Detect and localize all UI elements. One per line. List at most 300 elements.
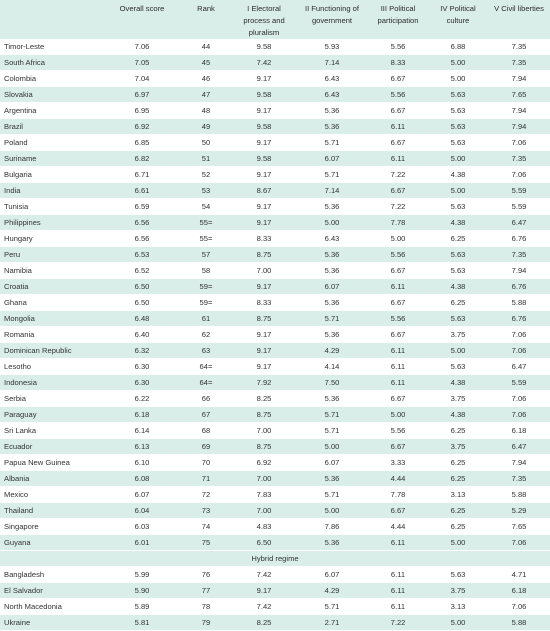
value-cell: 6.67 — [368, 103, 428, 119]
value-cell: 7.42 — [232, 55, 296, 71]
value-cell: 5.88 — [488, 487, 550, 503]
header-line: III Political — [380, 4, 416, 13]
value-cell: 7.06 — [488, 599, 550, 615]
value-cell: 7.06 — [488, 327, 550, 343]
value-cell: 5.36 — [296, 119, 368, 135]
value-cell: 8.75 — [232, 407, 296, 423]
header-line: I Electoral — [247, 4, 281, 13]
header-functioning-of-government — [296, 0, 368, 42]
value-cell: 64= — [180, 359, 232, 375]
value-cell: 7.04 — [104, 71, 180, 87]
value-cell: 6.18 — [488, 423, 550, 439]
table-row — [0, 247, 550, 263]
value-cell: 9.17 — [232, 135, 296, 151]
value-cell: 48 — [180, 103, 232, 119]
value-cell: 3.13 — [428, 487, 488, 503]
value-cell: 9.58 — [232, 39, 296, 55]
value-cell: 9.17 — [232, 359, 296, 375]
value-cell: 5.00 — [428, 151, 488, 167]
value-cell: 5.36 — [296, 295, 368, 311]
value-cell: 5.36 — [296, 199, 368, 215]
value-cell: 7.05 — [104, 55, 180, 71]
value-cell: 6.13 — [104, 439, 180, 455]
country-cell: Bulgaria — [0, 167, 104, 183]
hybrid-regime-row — [0, 551, 550, 567]
value-cell: 64= — [180, 375, 232, 391]
table-row — [0, 119, 550, 135]
table-row — [0, 343, 550, 359]
value-cell: 4.38 — [428, 279, 488, 295]
value-cell: 7.00 — [232, 471, 296, 487]
country-cell: Guyana — [0, 535, 104, 551]
value-cell: 6.97 — [104, 87, 180, 103]
country-cell: Namibia — [0, 263, 104, 279]
value-cell: 71 — [180, 471, 232, 487]
value-cell: 6.11 — [368, 119, 428, 135]
value-cell: 5.71 — [296, 487, 368, 503]
value-cell: 9.58 — [232, 151, 296, 167]
table-row — [0, 599, 550, 615]
value-cell: 7.35 — [488, 471, 550, 487]
value-cell: 8.25 — [232, 615, 296, 631]
value-cell: 4.71 — [488, 567, 550, 583]
value-cell: 52 — [180, 167, 232, 183]
value-cell: 59= — [180, 279, 232, 295]
value-cell: 6.07 — [104, 487, 180, 503]
value-cell: 6.25 — [428, 503, 488, 519]
country-cell: North Macedonia — [0, 599, 104, 615]
value-cell: 8.25 — [232, 391, 296, 407]
value-cell: 7.78 — [368, 487, 428, 503]
value-cell: 6.40 — [104, 327, 180, 343]
value-cell: 5.63 — [428, 359, 488, 375]
country-cell: Indonesia — [0, 375, 104, 391]
value-cell: 47 — [180, 87, 232, 103]
value-cell: 53 — [180, 183, 232, 199]
table-row — [0, 167, 550, 183]
value-cell: 7.94 — [488, 103, 550, 119]
value-cell: 6.25 — [428, 423, 488, 439]
value-cell: 8.75 — [232, 311, 296, 327]
value-cell: 7.65 — [488, 87, 550, 103]
value-cell: 78 — [180, 599, 232, 615]
value-cell: 6.43 — [296, 71, 368, 87]
table-row — [0, 279, 550, 295]
value-cell: 6.48 — [104, 311, 180, 327]
value-cell: 6.11 — [368, 583, 428, 599]
table-body — [0, 39, 550, 631]
country-cell: Peru — [0, 247, 104, 263]
value-cell: 6.11 — [368, 359, 428, 375]
value-cell: 4.29 — [296, 583, 368, 599]
header-electoral-process — [232, 0, 296, 42]
value-cell: 6.04 — [104, 503, 180, 519]
value-cell: 5.81 — [104, 615, 180, 631]
value-cell: 5.00 — [428, 71, 488, 87]
value-cell: 5.63 — [428, 87, 488, 103]
value-cell: 5.59 — [488, 375, 550, 391]
value-cell: 6.59 — [104, 199, 180, 215]
value-cell: 5.99 — [104, 567, 180, 583]
table-row — [0, 55, 550, 71]
value-cell: 6.56 — [104, 231, 180, 247]
country-cell: Slovakia — [0, 87, 104, 103]
value-cell: 6.61 — [104, 183, 180, 199]
value-cell: 44 — [180, 39, 232, 55]
country-cell: Poland — [0, 135, 104, 151]
header-rank: Rank — [197, 4, 215, 13]
value-cell: 3.75 — [428, 583, 488, 599]
value-cell: 6.67 — [368, 135, 428, 151]
country-cell: Dominican Republic — [0, 343, 104, 359]
header-line: culture — [446, 16, 470, 25]
value-cell: 7.42 — [232, 599, 296, 615]
country-cell: Brazil — [0, 119, 104, 135]
value-cell: 6.14 — [104, 423, 180, 439]
value-cell: 6.85 — [104, 135, 180, 151]
value-cell: 6.11 — [368, 535, 428, 551]
value-cell: 66 — [180, 391, 232, 407]
table-row — [0, 375, 550, 391]
value-cell: 5.71 — [296, 423, 368, 439]
value-cell: 9.17 — [232, 215, 296, 231]
value-cell: 59= — [180, 295, 232, 311]
value-cell: 6.47 — [488, 215, 550, 231]
value-cell: 69 — [180, 439, 232, 455]
value-cell: 63 — [180, 343, 232, 359]
table-row — [0, 183, 550, 199]
value-cell: 45 — [180, 55, 232, 71]
value-cell: 9.17 — [232, 167, 296, 183]
value-cell: 3.75 — [428, 327, 488, 343]
value-cell: 5.36 — [296, 471, 368, 487]
value-cell: 6.10 — [104, 455, 180, 471]
table-row — [0, 583, 550, 599]
value-cell: 3.33 — [368, 455, 428, 471]
value-cell: 50 — [180, 135, 232, 151]
value-cell: 6.22 — [104, 391, 180, 407]
header-line: government — [311, 16, 353, 25]
value-cell: 5.89 — [104, 599, 180, 615]
country-cell: Colombia — [0, 71, 104, 87]
value-cell: 5.71 — [296, 599, 368, 615]
value-cell: 3.75 — [428, 439, 488, 455]
table-row — [0, 135, 550, 151]
value-cell: 7.83 — [232, 487, 296, 503]
value-cell: 3.75 — [428, 391, 488, 407]
value-cell: 9.17 — [232, 279, 296, 295]
value-cell: 5.36 — [296, 391, 368, 407]
country-cell: Albania — [0, 471, 104, 487]
value-cell: 6.25 — [428, 455, 488, 471]
table-row — [0, 519, 550, 535]
value-cell: 6.67 — [368, 263, 428, 279]
value-cell: 6.88 — [428, 39, 488, 55]
value-cell: 5.36 — [296, 263, 368, 279]
value-cell: 9.17 — [232, 343, 296, 359]
value-cell: 4.83 — [232, 519, 296, 535]
value-cell: 6.67 — [368, 295, 428, 311]
country-cell: India — [0, 183, 104, 199]
value-cell: 6.53 — [104, 247, 180, 263]
value-cell: 7.06 — [488, 167, 550, 183]
value-cell: 73 — [180, 503, 232, 519]
table-row — [0, 311, 550, 327]
value-cell: 9.17 — [232, 71, 296, 87]
table-row — [0, 295, 550, 311]
country-cell: Hungary — [0, 231, 104, 247]
value-cell: 8.75 — [232, 247, 296, 263]
value-cell: 57 — [180, 247, 232, 263]
country-cell: Tunisia — [0, 199, 104, 215]
value-cell: 6.67 — [368, 71, 428, 87]
value-cell: 6.01 — [104, 535, 180, 551]
value-cell: 9.58 — [232, 119, 296, 135]
country-cell: Suriname — [0, 151, 104, 167]
country-cell: Paraguay — [0, 407, 104, 423]
value-cell: 6.76 — [488, 279, 550, 295]
value-cell: 6.67 — [368, 327, 428, 343]
value-cell: 5.00 — [368, 407, 428, 423]
value-cell: 75 — [180, 535, 232, 551]
value-cell: 5.00 — [296, 439, 368, 455]
value-cell: 5.00 — [368, 231, 428, 247]
country-cell: Ghana — [0, 295, 104, 311]
value-cell: 5.56 — [368, 311, 428, 327]
table-row — [0, 471, 550, 487]
value-cell: 79 — [180, 615, 232, 631]
table-row — [0, 503, 550, 519]
value-cell: 5.63 — [428, 263, 488, 279]
value-cell: 5.93 — [296, 39, 368, 55]
country-cell: Bangladesh — [0, 567, 104, 583]
value-cell: 6.07 — [296, 279, 368, 295]
table-row — [0, 103, 550, 119]
value-cell: 8.75 — [232, 439, 296, 455]
value-cell: 5.00 — [428, 615, 488, 631]
value-cell: 7.94 — [488, 455, 550, 471]
value-cell: 7.94 — [488, 263, 550, 279]
value-cell: 6.76 — [488, 231, 550, 247]
value-cell: 6.18 — [104, 407, 180, 423]
table-row — [0, 215, 550, 231]
value-cell: 6.71 — [104, 167, 180, 183]
value-cell: 5.59 — [488, 183, 550, 199]
value-cell: 9.17 — [232, 103, 296, 119]
value-cell: 6.11 — [368, 375, 428, 391]
value-cell: 5.00 — [428, 343, 488, 359]
value-cell: 77 — [180, 583, 232, 599]
value-cell: 5.90 — [104, 583, 180, 599]
value-cell: 6.67 — [368, 439, 428, 455]
value-cell: 61 — [180, 311, 232, 327]
table-header — [0, 0, 550, 39]
value-cell: 5.63 — [428, 567, 488, 583]
value-cell: 6.11 — [368, 151, 428, 167]
value-cell: 5.88 — [488, 615, 550, 631]
value-cell: 6.50 — [232, 535, 296, 551]
value-cell: 5.63 — [428, 311, 488, 327]
value-cell: 6.56 — [104, 215, 180, 231]
value-cell: 4.44 — [368, 519, 428, 535]
table-row — [0, 263, 550, 279]
table-row — [0, 39, 550, 55]
value-cell: 6.11 — [368, 567, 428, 583]
header-line: II Functioning of — [304, 4, 360, 13]
value-cell: 7.14 — [296, 183, 368, 199]
value-cell: 6.18 — [488, 583, 550, 599]
value-cell: 6.07 — [296, 455, 368, 471]
value-cell: 5.63 — [428, 135, 488, 151]
value-cell: 5.56 — [368, 39, 428, 55]
country-cell: Papua New Guinea — [0, 455, 104, 471]
value-cell: 7.22 — [368, 615, 428, 631]
table-row — [0, 567, 550, 583]
value-cell: 4.14 — [296, 359, 368, 375]
country-cell: Ukraine — [0, 615, 104, 631]
value-cell: 7.00 — [232, 503, 296, 519]
country-cell: Argentina — [0, 103, 104, 119]
value-cell: 6.07 — [296, 151, 368, 167]
country-cell: Serbia — [0, 391, 104, 407]
table-row — [0, 359, 550, 375]
value-cell: 9.17 — [232, 199, 296, 215]
country-cell: Philippines — [0, 215, 104, 231]
country-cell: Thailand — [0, 503, 104, 519]
table-row — [0, 199, 550, 215]
value-cell: 6.76 — [488, 311, 550, 327]
header-line: IV Political — [440, 4, 476, 13]
value-cell: 7.00 — [232, 423, 296, 439]
header-political-culture — [428, 0, 488, 42]
table-row — [0, 487, 550, 503]
table-row — [0, 391, 550, 407]
value-cell: 6.43 — [296, 231, 368, 247]
value-cell: 6.07 — [296, 567, 368, 583]
value-cell: 5.71 — [296, 311, 368, 327]
header-line: participation — [377, 16, 419, 25]
value-cell: 4.38 — [428, 407, 488, 423]
value-cell: 7.50 — [296, 375, 368, 391]
value-cell: 8.67 — [232, 183, 296, 199]
value-cell: 8.33 — [232, 231, 296, 247]
value-cell: 7.06 — [488, 391, 550, 407]
value-cell: 7.86 — [296, 519, 368, 535]
table-row — [0, 535, 550, 551]
value-cell: 5.56 — [368, 247, 428, 263]
value-cell: 6.50 — [104, 295, 180, 311]
value-cell: 5.56 — [368, 87, 428, 103]
header-political-participation — [368, 0, 428, 42]
value-cell: 55= — [180, 215, 232, 231]
value-cell: 6.30 — [104, 359, 180, 375]
value-cell: 7.22 — [368, 199, 428, 215]
value-cell: 6.11 — [368, 599, 428, 615]
value-cell: 9.17 — [232, 327, 296, 343]
regime-label: Hybrid regime — [0, 551, 550, 567]
value-cell: 6.50 — [104, 279, 180, 295]
value-cell: 7.22 — [368, 167, 428, 183]
value-cell: 58 — [180, 263, 232, 279]
value-cell: 5.63 — [428, 247, 488, 263]
value-cell: 6.11 — [368, 343, 428, 359]
value-cell: 49 — [180, 119, 232, 135]
value-cell: 5.00 — [428, 55, 488, 71]
value-cell: 7.92 — [232, 375, 296, 391]
value-cell: 9.17 — [232, 583, 296, 599]
value-cell: 6.67 — [368, 391, 428, 407]
value-cell: 6.92 — [232, 455, 296, 471]
value-cell: 7.14 — [296, 55, 368, 71]
value-cell: 5.36 — [296, 247, 368, 263]
value-cell: 46 — [180, 71, 232, 87]
country-cell: El Salvador — [0, 583, 104, 599]
value-cell: 62 — [180, 327, 232, 343]
value-cell: 76 — [180, 567, 232, 583]
value-cell: 7.94 — [488, 119, 550, 135]
value-cell: 68 — [180, 423, 232, 439]
value-cell: 5.00 — [296, 503, 368, 519]
value-cell: 70 — [180, 455, 232, 471]
value-cell: 7.94 — [488, 71, 550, 87]
value-cell: 7.06 — [488, 535, 550, 551]
country-cell: South Africa — [0, 55, 104, 71]
value-cell: 67 — [180, 407, 232, 423]
value-cell: 5.63 — [428, 103, 488, 119]
table-row — [0, 231, 550, 247]
value-cell: 6.32 — [104, 343, 180, 359]
value-cell: 74 — [180, 519, 232, 535]
value-cell: 5.71 — [296, 407, 368, 423]
value-cell: 4.44 — [368, 471, 428, 487]
country-cell: Romania — [0, 327, 104, 343]
value-cell: 6.11 — [368, 279, 428, 295]
value-cell: 7.00 — [232, 263, 296, 279]
value-cell: 6.82 — [104, 151, 180, 167]
value-cell: 5.59 — [488, 199, 550, 215]
value-cell: 5.36 — [296, 103, 368, 119]
table-row — [0, 439, 550, 455]
table-row — [0, 455, 550, 471]
value-cell: 5.29 — [488, 503, 550, 519]
value-cell: 6.67 — [368, 183, 428, 199]
value-cell: 6.08 — [104, 471, 180, 487]
value-cell: 72 — [180, 487, 232, 503]
value-cell: 7.35 — [488, 39, 550, 55]
value-cell: 7.35 — [488, 151, 550, 167]
header-line: pluralism — [248, 28, 280, 37]
value-cell: 3.13 — [428, 599, 488, 615]
value-cell: 7.06 — [104, 39, 180, 55]
value-cell: 6.52 — [104, 263, 180, 279]
value-cell: 6.92 — [104, 119, 180, 135]
header-line: process and — [243, 16, 285, 25]
value-cell: 7.78 — [368, 215, 428, 231]
value-cell: 5.56 — [368, 423, 428, 439]
value-cell: 54 — [180, 199, 232, 215]
value-cell: 6.25 — [428, 231, 488, 247]
value-cell: 6.95 — [104, 103, 180, 119]
value-cell: 7.06 — [488, 407, 550, 423]
value-cell: 4.29 — [296, 343, 368, 359]
value-cell: 4.38 — [428, 375, 488, 391]
country-cell: Croatia — [0, 279, 104, 295]
value-cell: 5.71 — [296, 135, 368, 151]
table-row — [0, 615, 550, 631]
table-row — [0, 327, 550, 343]
value-cell: 7.42 — [232, 567, 296, 583]
value-cell: 5.63 — [428, 119, 488, 135]
